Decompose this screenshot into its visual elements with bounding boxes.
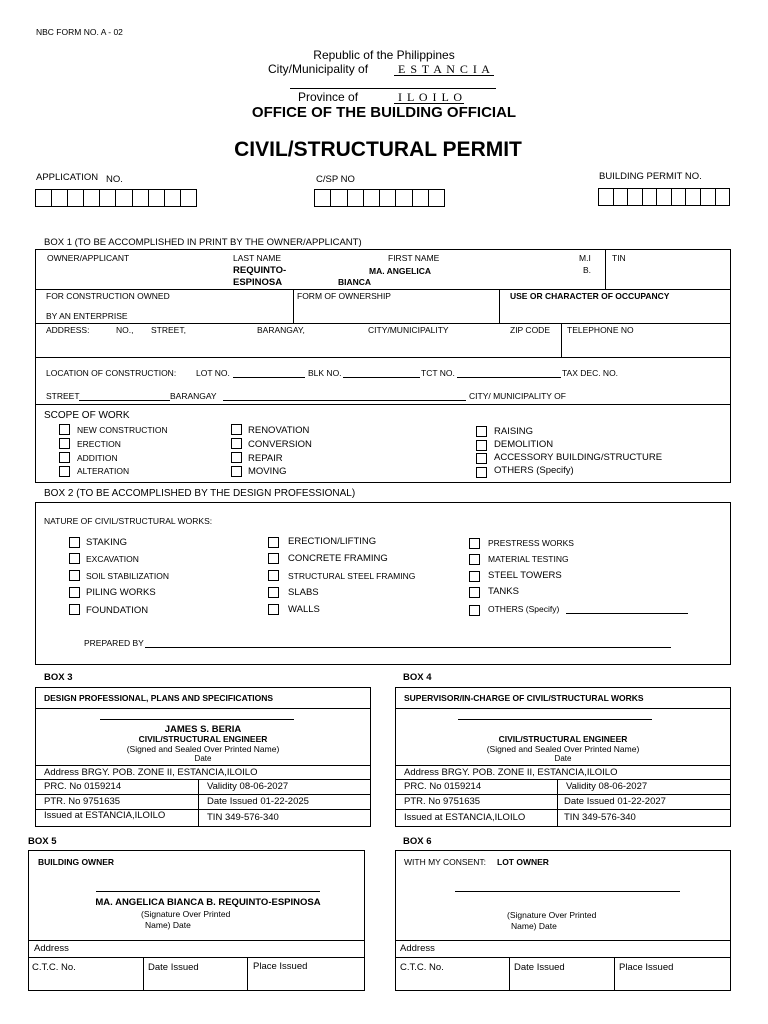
tax-dec-label: TAX DEC. NO. xyxy=(562,368,619,378)
nature-item: PRESTRESS WORKS xyxy=(488,538,574,548)
checkbox-steel-towers[interactable] xyxy=(469,571,480,582)
checkbox-soil-stabilization[interactable] xyxy=(69,570,80,581)
scope-item: NEW CONSTRUCTION xyxy=(77,425,168,435)
box3-date-issued: Date Issued 01-22-2025 xyxy=(207,796,309,807)
box4-issued-at: Issued at ESTANCIA,ILOILO xyxy=(404,812,526,823)
building-permit-label: BUILDING PERMIT NO. xyxy=(599,171,702,182)
box4-title: SUPERVISOR/IN-CHARGE OF CIVIL/STRUCTURAL WORKS xyxy=(404,693,644,703)
zip-code-label: ZIP CODE xyxy=(510,325,550,335)
prepared-by-label: PREPARED BY xyxy=(84,638,144,648)
box5-ctc-label: C.T.C. No. xyxy=(32,962,76,973)
scope-item: RAISING xyxy=(494,426,534,437)
blk-no-label: BLK NO. xyxy=(308,368,342,378)
box3-ptr: PTR. No 9751635 xyxy=(44,796,121,807)
telephone-label: TELEPHONE NO xyxy=(567,325,634,335)
tct-no-label: TCT NO. xyxy=(421,368,455,378)
city-label: City/Municipality of xyxy=(268,62,369,76)
nature-heading: NATURE OF CIVIL/STRUCTURAL WORKS: xyxy=(44,516,213,526)
address-barangay-label: BARANGAY, xyxy=(257,325,305,335)
scope-item: REPAIR xyxy=(248,453,283,464)
office-heading: OFFICE OF THE BUILDING OFFICIAL xyxy=(251,104,517,121)
box6-signature-date: Name) Date xyxy=(511,921,557,931)
scope-item: ACCESSORY BUILDING/STRUCTURE xyxy=(494,452,663,463)
checkbox-addition[interactable] xyxy=(59,452,70,463)
checkbox-concrete-framing[interactable] xyxy=(268,553,279,564)
nature-item: STEEL TOWERS xyxy=(488,570,562,581)
checkbox-moving[interactable] xyxy=(231,466,242,477)
box2-title: BOX 2 (TO BE ACCOMPLISHED BY THE DESIGN PROFESSIONAL) xyxy=(44,488,356,499)
box5-title: BUILDING OWNER xyxy=(38,857,115,867)
last-name-label: LAST NAME xyxy=(233,253,282,263)
scope-item: DEMOLITION xyxy=(494,439,554,450)
first-name-label: FIRST NAME xyxy=(388,253,440,263)
checkbox-slabs[interactable] xyxy=(268,587,279,598)
box6-ctc-label: C.T.C. No. xyxy=(400,962,444,973)
box3-title: DESIGN PROFESSIONAL, PLANS AND SPECIFICATIONS xyxy=(44,693,274,703)
checkbox-others[interactable] xyxy=(476,467,487,478)
building-permit-no-field[interactable] xyxy=(598,188,730,206)
checkbox-piling-works[interactable] xyxy=(69,587,80,598)
box5-signature-date: Name) Date xyxy=(145,920,191,930)
scope-item: MOVING xyxy=(248,466,287,477)
box6-title: LOT OWNER xyxy=(497,857,549,867)
checkbox-walls[interactable] xyxy=(268,604,279,615)
scope-item: CONVERSION xyxy=(248,439,312,450)
checkbox-repair[interactable] xyxy=(231,452,242,463)
checkbox-others-specify[interactable] xyxy=(469,605,480,616)
address-city-label: CITY/MUNICIPALITY xyxy=(368,325,449,335)
address-no-label: NO., xyxy=(116,325,134,335)
box4-validity: Validity 08-06-2027 xyxy=(566,781,648,792)
checkbox-renovation[interactable] xyxy=(231,424,242,435)
by-enterprise-label: BY AN ENTERPRISE xyxy=(46,311,128,321)
checkbox-foundation[interactable] xyxy=(69,604,80,615)
box4-date-issued: Date Issued 01-22-2027 xyxy=(564,796,666,807)
nature-item: ERECTION/LIFTING xyxy=(288,536,377,547)
nature-item: SLABS xyxy=(288,587,319,598)
box6-consent-label: WITH MY CONSENT: xyxy=(404,857,487,867)
box3-validity: Validity 08-06-2027 xyxy=(207,781,289,792)
box3-label: BOX 3 xyxy=(44,672,73,683)
owner-applicant-label: OWNER/APPLICANT xyxy=(47,253,130,263)
box4-address: Address BRGY. POB. ZONE II, ESTANCIA,ILOILO xyxy=(404,767,618,778)
box3-signed-note: (Signed and Sealed Over Printed Name) xyxy=(126,744,280,754)
province-value: I L O I L O xyxy=(398,90,464,104)
checkbox-raising[interactable] xyxy=(476,426,487,437)
province-label: Province of xyxy=(298,90,359,104)
box5-signature-note: (Signature Over Printed xyxy=(141,909,231,919)
scope-item: OTHERS (Specify) xyxy=(494,465,574,476)
checkbox-structural-steel-framing[interactable] xyxy=(268,570,279,581)
form-of-ownership-label: FORM OF OWNERSHIP xyxy=(297,291,391,301)
checkbox-alteration[interactable] xyxy=(59,466,70,477)
application-no-field[interactable] xyxy=(35,189,197,207)
box3-prc: PRC. No 0159214 xyxy=(44,781,122,792)
nature-item: STRUCTURAL STEEL FRAMING xyxy=(288,571,416,581)
box4-ptr: PTR. No 9751635 xyxy=(404,796,481,807)
checkbox-tanks[interactable] xyxy=(469,587,480,598)
nature-item: WALLS xyxy=(288,604,320,615)
address-street-label: STREET, xyxy=(151,325,186,335)
last-name-value-2[interactable]: ESPINOSA xyxy=(233,277,283,288)
scope-item: ERECTION xyxy=(77,439,121,449)
checkbox-material-testing[interactable] xyxy=(469,554,480,565)
tin-label: TIN xyxy=(612,253,626,263)
checkbox-prestress-works[interactable] xyxy=(469,538,480,549)
scope-of-work-heading: SCOPE OF WORK xyxy=(44,410,130,421)
first-name-value[interactable]: MA. ANGELICA xyxy=(369,266,432,276)
box3-tin: TIN 349-576-340 xyxy=(207,812,279,823)
page-title: CIVIL/STRUCTURAL PERMIT xyxy=(234,138,522,161)
checkbox-new-construction[interactable] xyxy=(59,424,70,435)
box6-date-issued-label: Date Issued xyxy=(514,962,565,973)
nature-item: OTHERS (Specify) xyxy=(488,604,560,614)
nature-item: PILING WORKS xyxy=(86,587,156,598)
box3-issued-at: Issued at ESTANCIA,ILOILO xyxy=(44,810,166,821)
mi-value[interactable]: B. xyxy=(583,265,592,275)
checkbox-erection[interactable] xyxy=(59,438,70,449)
box3-engineer-name: JAMES S. BERIA xyxy=(164,724,242,735)
checkbox-conversion[interactable] xyxy=(231,438,242,449)
construction-owned-label: FOR CONSTRUCTION OWNED xyxy=(46,291,170,301)
box3-address: Address BRGY. POB. ZONE II, ESTANCIA,ILOILO xyxy=(44,767,258,778)
box4-role: CIVIL/STRUCTURAL ENGINEER xyxy=(498,734,628,744)
csp-no-field[interactable] xyxy=(314,189,445,207)
mi-label: M.I xyxy=(579,253,591,263)
box6-label: BOX 6 xyxy=(403,836,432,847)
box1 xyxy=(35,249,731,483)
box4-signed-note: (Signed and Sealed Over Printed Name) xyxy=(486,744,640,754)
scope-item: ALTERATION xyxy=(77,466,130,476)
republic-heading: Republic of the Philippines xyxy=(313,48,455,62)
csp-label: C/SP NO xyxy=(316,174,355,185)
use-occupancy-label: USE OR CHARACTER OF OCCUPANCY xyxy=(510,291,670,301)
nature-item: TANKS xyxy=(488,586,519,597)
box5-address-label: Address xyxy=(34,943,69,954)
checkbox-accessory[interactable] xyxy=(476,453,487,464)
box4-date-label: Date xyxy=(554,754,572,763)
city-value: E S T A N C I A xyxy=(398,62,491,76)
application-label: APPLICATION xyxy=(36,172,99,183)
location-label: LOCATION OF CONSTRUCTION: xyxy=(46,368,177,378)
first-name-value-2[interactable]: BIANCA xyxy=(338,277,372,287)
checkbox-staking[interactable] xyxy=(69,537,80,548)
box3-role: CIVIL/STRUCTURAL ENGINEER xyxy=(138,734,268,744)
box1-title: BOX 1 (TO BE ACCOMPLISHED IN PRINT BY THE OWNER/APPLICANT) xyxy=(44,237,362,248)
box6-address-label: Address xyxy=(400,943,435,954)
scope-item: ADDITION xyxy=(77,453,118,463)
box4-tin: TIN 349-576-340 xyxy=(564,812,636,823)
city-municipality-label: CITY/ MUNICIPALITY OF xyxy=(469,391,566,401)
address-label: ADDRESS: xyxy=(46,325,90,335)
nature-item: FOUNDATION xyxy=(86,605,149,616)
box5-label: BOX 5 xyxy=(28,836,57,847)
nature-item: SOIL STABILIZATION xyxy=(86,571,169,581)
nature-item: EXCAVATION xyxy=(86,554,139,564)
nature-item: STAKING xyxy=(86,537,127,548)
box6-place-issued-label: Place Issued xyxy=(619,962,674,973)
box4-prc: PRC. No 0159214 xyxy=(404,781,482,792)
nature-item: MATERIAL TESTING xyxy=(488,554,569,564)
box5-date-issued-label: Date Issued xyxy=(148,962,199,973)
street-label: STREET xyxy=(46,391,80,401)
lot-no-label: LOT NO. xyxy=(196,368,230,378)
box5-owner-name: MA. ANGELICA BIANCA B. REQUINTO-ESPINOSA xyxy=(95,897,321,908)
box4-label: BOX 4 xyxy=(403,672,432,683)
box5-place-issued-label: Place Issued xyxy=(253,961,308,972)
application-no-label: NO. xyxy=(106,174,123,185)
checkbox-excavation[interactable] xyxy=(69,553,80,564)
form-number: NBC FORM NO. A - 02 xyxy=(36,27,123,37)
nature-item: CONCRETE FRAMING xyxy=(288,553,388,564)
box6-signature-note: (Signature Over Printed xyxy=(507,910,597,920)
checkbox-demolition[interactable] xyxy=(476,440,487,451)
scope-item: RENOVATION xyxy=(248,425,310,436)
checkbox-erection-lifting[interactable] xyxy=(268,537,279,548)
box3-date-label: Date xyxy=(194,754,212,763)
barangay-label: BARANGAY xyxy=(170,391,217,401)
last-name-value[interactable]: REQUINTO- xyxy=(233,265,287,276)
